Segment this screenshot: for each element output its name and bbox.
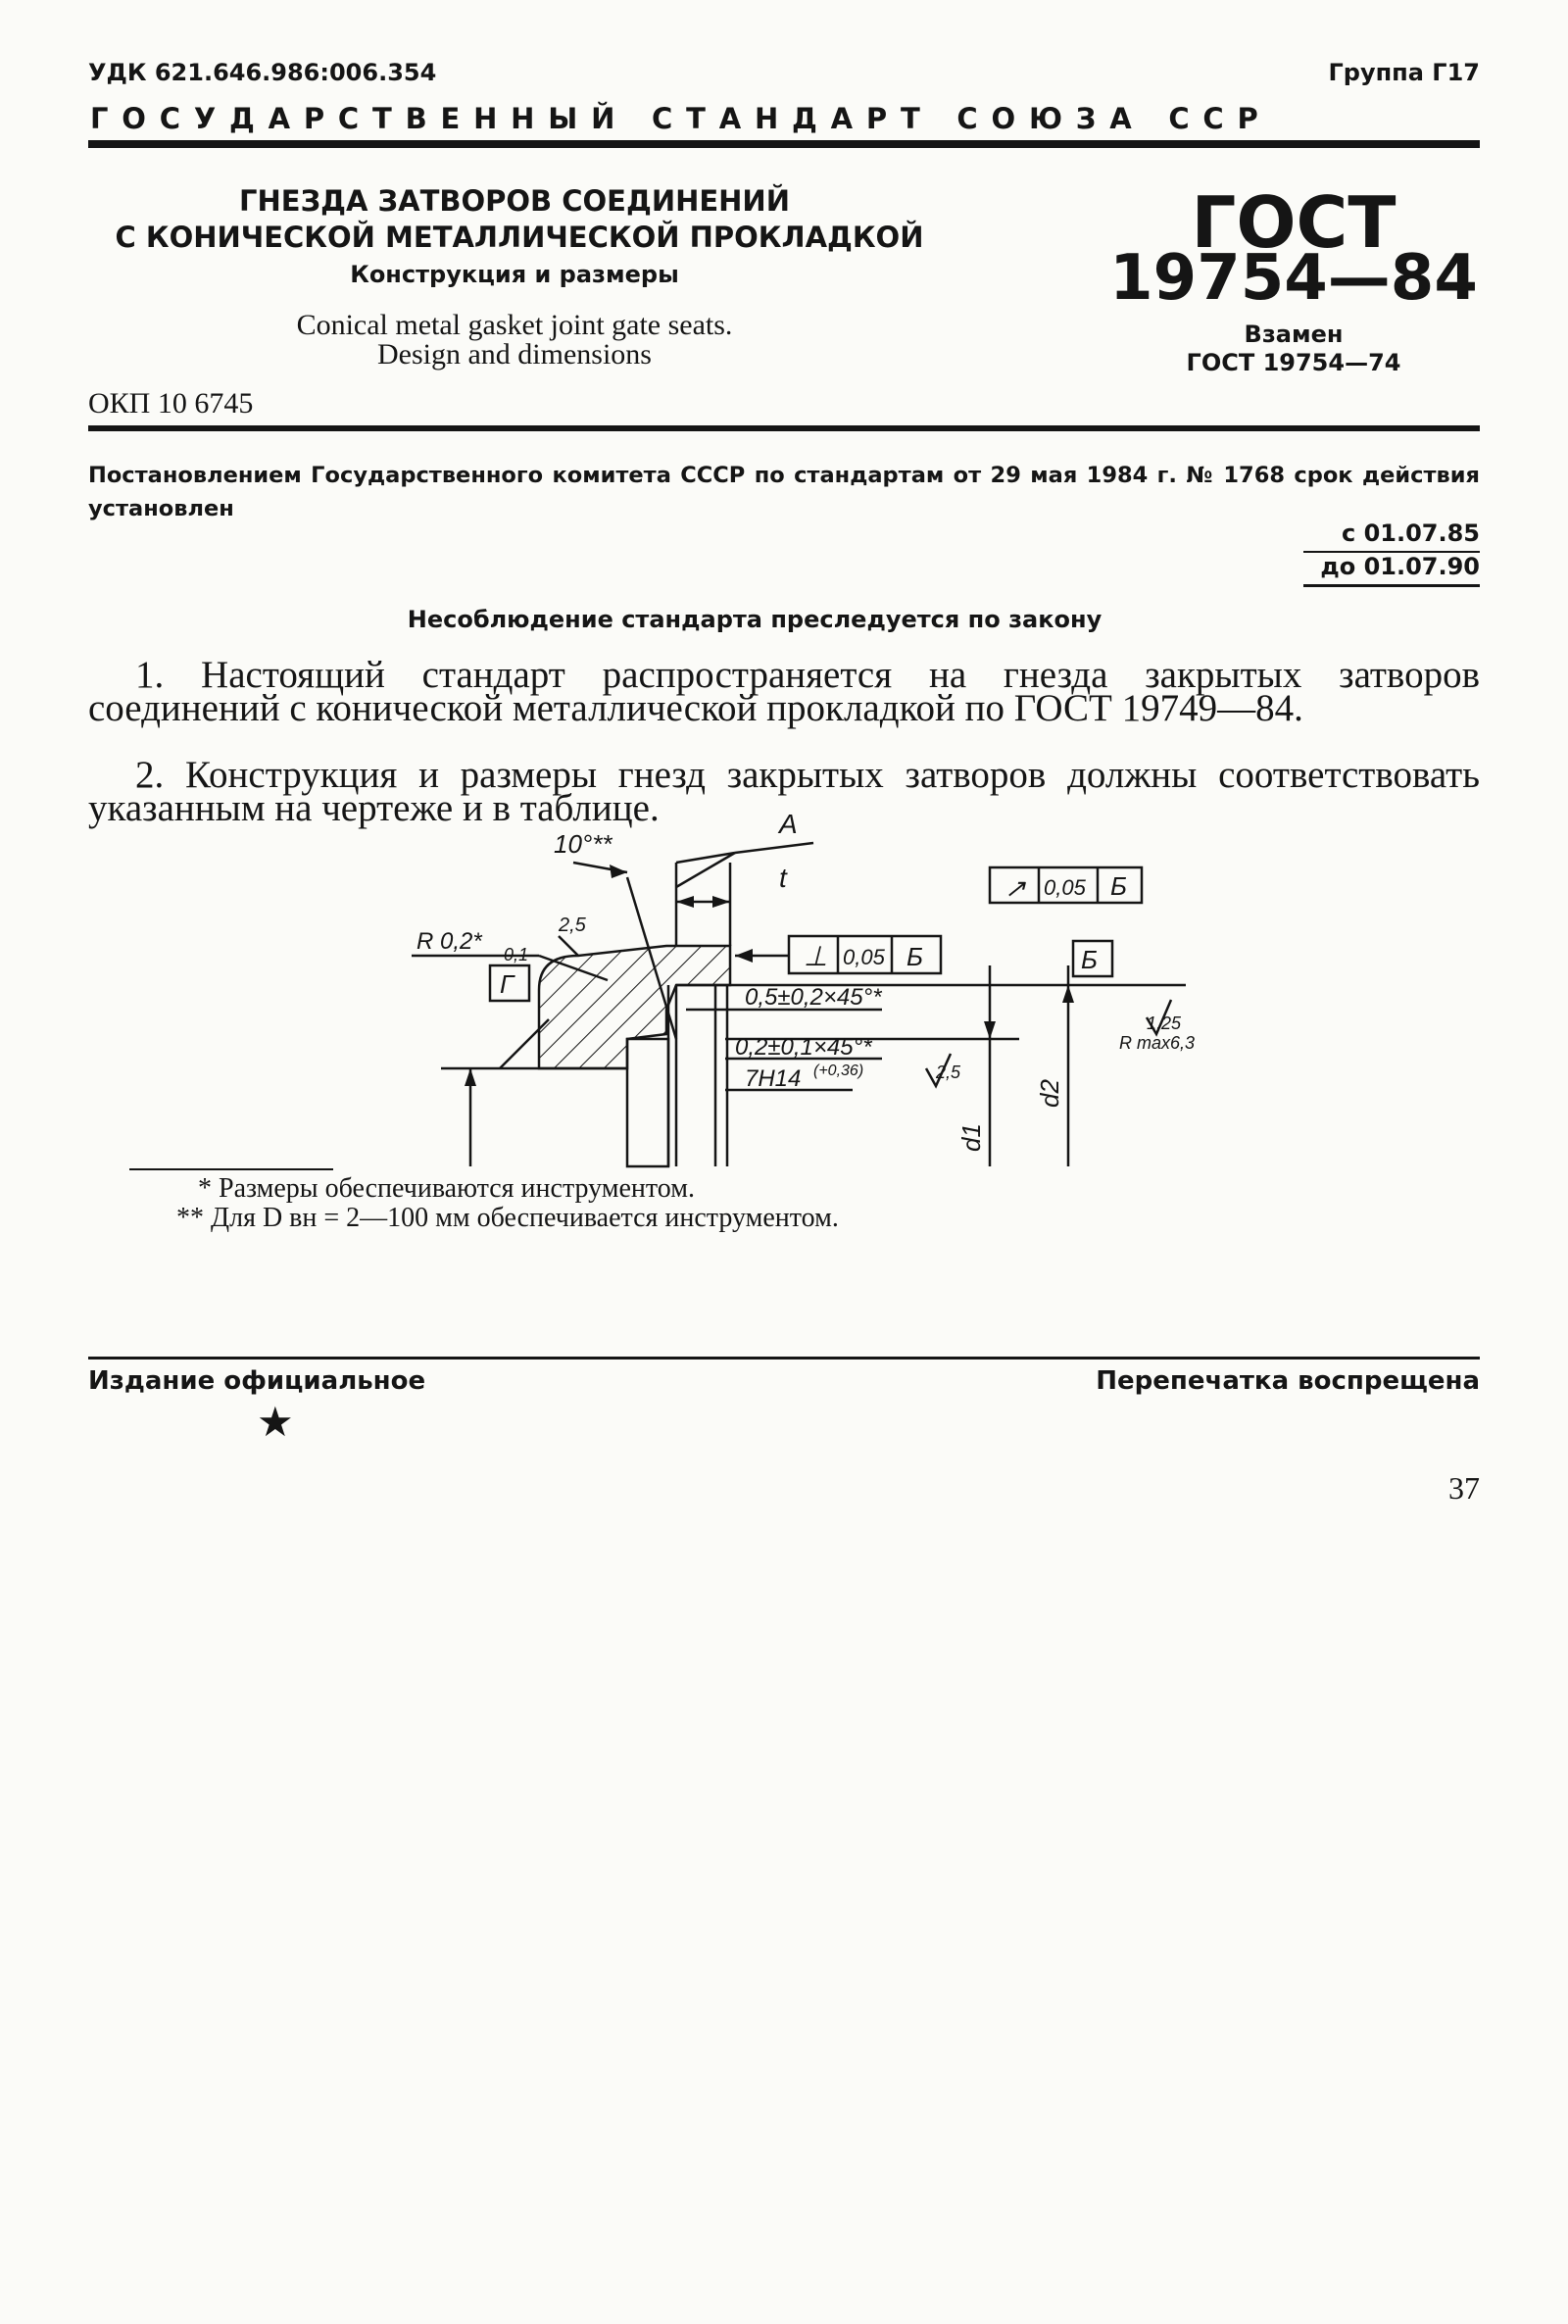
- label-datum-b-2: Б: [1110, 871, 1127, 901]
- label-surface-g: Г: [500, 969, 514, 999]
- seat-cross-section: [539, 946, 730, 1068]
- decree-text: Постановлением Государственного комитета СССР по стандартам от 29 мая 1984 г. № 1768 срок действия установлен: [88, 463, 1480, 521]
- footnote-2: ** Для D вн = 2—100 мм обеспечивается инструментом.: [176, 1203, 839, 1233]
- label-runout-symbol: ↗: [1004, 873, 1026, 903]
- subtitle: Конструкция и размеры: [350, 261, 679, 288]
- label-thread-tol: (+0,36): [813, 1063, 864, 1079]
- reprint-prohibited: Перепечатка воспрещена: [1096, 1366, 1480, 1396]
- english-title-2: Design and dimensions: [377, 338, 652, 371]
- date-to: до 01.07.90: [1320, 553, 1480, 580]
- page-number: 37: [1448, 1470, 1480, 1506]
- label-datum-b-3: Б: [1081, 945, 1098, 974]
- label-chamfer-1: 0,5±0,2×45°*: [745, 984, 882, 1011]
- paragraph-2: 2. Конструкция и размеры гнезд закрытых затворов должны соответствовать указанным на чертеже и в таблице.: [88, 754, 1480, 829]
- label-thread: 7H14: [745, 1065, 802, 1092]
- label-angle: 10°**: [554, 829, 612, 859]
- label-view-a: A: [779, 809, 798, 839]
- replaces-standard: ГОСТ 19754—74: [1186, 349, 1401, 376]
- footer-rule: [88, 1357, 1480, 1360]
- label-roughness-25: 2,5: [559, 915, 586, 936]
- okp-code: ОКП 10 6745: [88, 387, 254, 420]
- label-d1: d1: [956, 1123, 986, 1152]
- date-from: с 01.07.85: [1341, 519, 1480, 547]
- label-roughness-right-2: R max6,3: [1119, 1033, 1196, 1053]
- paragraph-1: 1. Настоящий стандарт распространяется на гнезда закрытых затворов соединений с конической металлической прокладкой по ГОСТ 19749—84.: [88, 654, 1480, 729]
- label-radius: R 0,2*: [416, 928, 482, 955]
- label-runout-tol: 0,05: [1044, 875, 1086, 900]
- label-t: t: [779, 863, 787, 893]
- udk-code: УДК 621.646.986:006.354: [88, 59, 437, 86]
- law-notice: Несоблюдение стандарта преследуется по закону: [407, 606, 1102, 633]
- star-icon: ★: [257, 1398, 294, 1446]
- official-edition: Издание официальное: [88, 1366, 426, 1396]
- group-code: Группа Г17: [1328, 59, 1480, 86]
- label-perp-tol: 0,05: [843, 945, 885, 969]
- label-roughness-right-1: 1,25: [1147, 1014, 1182, 1033]
- title-line-2: С КОНИЧЕСКОЙ МЕТАЛЛИЧЕСКОЙ ПРОКЛАДКОЙ: [115, 221, 924, 254]
- label-radius-tol: -0,1: [498, 945, 529, 964]
- gost-label: ГОСТ: [1191, 181, 1396, 264]
- footnote-rule: [129, 1168, 333, 1170]
- footnote-1: * Размеры обеспечиваются инструментом.: [198, 1173, 695, 1204]
- replaces-label: Взамен: [1244, 321, 1344, 348]
- standard-banner: ГОСУДАРСТВЕННЫЙ СТАНДАРТ СОЮЗА ССР: [90, 102, 1272, 135]
- title-line-1: ГНЕЗДА ЗАТВОРОВ СОЕДИНЕНИЙ: [239, 184, 790, 218]
- gost-number: 19754—84: [1109, 242, 1478, 315]
- label-d2: d2: [1035, 1079, 1064, 1108]
- english-title-1: Conical metal gasket joint gate seats.: [296, 309, 733, 341]
- label-chamfer-2: 0,2±0,1×45°*: [735, 1034, 872, 1061]
- label-roughness-2-5: 2,5: [936, 1063, 961, 1082]
- label-perp-symbol: ⊥: [804, 941, 828, 971]
- label-datum-b-1: Б: [906, 942, 923, 971]
